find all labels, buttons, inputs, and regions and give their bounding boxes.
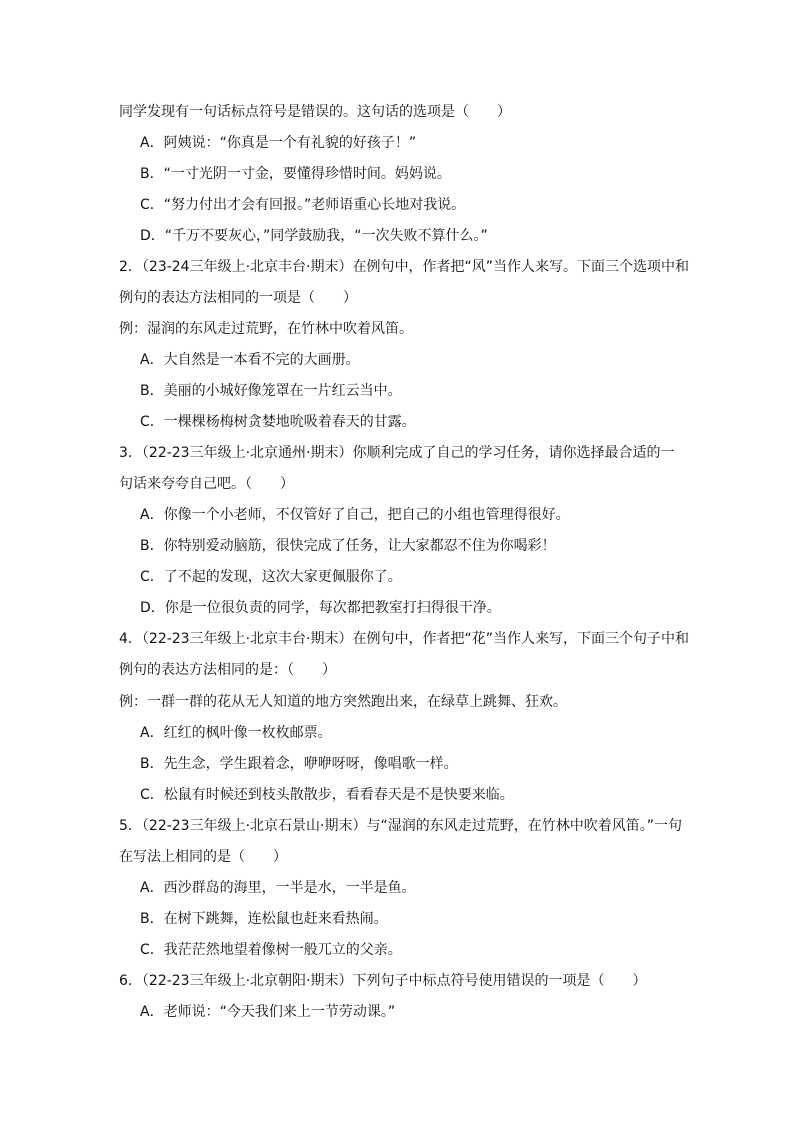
question-3-option-c: C．了不起的发现，这次大家更佩服你了。 (140, 569, 402, 585)
question-4-option-a: A．红红的枫叶像一枚枚邮票。 (140, 725, 332, 741)
question-3-stem-line-1: 3．（22-23三年级上·北京通州·期末）你顺利完成了自己的学习任务，请你选择最合适的一 (119, 445, 675, 461)
question-2-option-c: C．一棵棵杨梅树贪婪地吮吸着春天的甘露。 (140, 414, 416, 430)
question-5-option-a: A．西沙群岛的海里，一半是水，一半是鱼。 (140, 880, 416, 896)
question-5-option-c: C．我茫茫然地望着像树一般兀立的父亲。 (140, 942, 402, 958)
question-1-option-b: B．“一寸光阴一寸金，要懂得珍惜时间。妈妈说。 (140, 166, 451, 182)
question-4-stem-line-1: 4．（22-23三年级上·北京丰台·期末）在例句中，作者把“花”当作人来写，下面三个句子中和 (119, 631, 689, 647)
question-4-example: 例：一群一群的花从无人知道的地方突然跑出来，在绿草上跳舞、狂欢。 (119, 694, 567, 710)
question-6-option-a: A．老师说：“今天我们来上一节劳动课。” (140, 1004, 396, 1020)
question-1-option-c: C．“努力付出才会有回报。”老师语重心长地对我说。 (140, 197, 466, 213)
question-2-stem-line-1: 2．（23-24三年级上·北京丰台·期末）在例句中，作者把“风”当作人来写。下面三个选项中和 (119, 259, 689, 275)
question-3-stem-line-2: 句话来夸夸自己吧。（ ） (119, 476, 294, 492)
question-1-stem-line-1: 同学发现有一句话标点符号是错误的。这句话的选项是（ ） (119, 104, 511, 120)
question-2-option-a: A．大自然是一本看不完的大画册。 (140, 352, 360, 368)
question-5-option-b: B．在树下跳舞，连松鼠也赶来看热闹。 (140, 911, 388, 927)
question-5-stem-line-2: 在写法上相同的是（ ） (119, 849, 287, 865)
question-1-option-d: D．“千万不要灰心，”同学鼓励我，“一次失败不算什么。” (140, 228, 488, 244)
question-3-option-b: B．你特别爱动脑筋，很快完成了任务，让大家都忍不住为你喝彩！ (140, 538, 556, 554)
question-4-option-b: B．先生念，学生跟着念，咿咿呀呀，像唱歌一样。 (140, 756, 458, 772)
question-4-option-c: C．松鼠有时候还到枝头散散步，看看春天是不是快要来临。 (140, 787, 514, 803)
question-1-option-a: A．阿姨说：“你真是一个有礼貌的好孩子！” (140, 135, 417, 151)
question-2-example: 例：湿润的东风走过荒野，在竹林中吹着风笛。 (119, 321, 413, 337)
question-6-stem-line-1: 6．（22-23三年级上·北京朝阳·期末）下列句子中标点符号使用错误的一项是（ ） (119, 973, 647, 989)
question-5-stem-line-1: 5．（22-23三年级上·北京石景山·期末）与“湿润的东风走过荒野，在竹林中吹着风笛。”一句 (119, 818, 682, 834)
question-2-stem-line-2: 例句的表达方法相同的一项是（ ） (119, 290, 357, 306)
question-4-stem-line-2: 例句的表达方法相同的是：（ ） (119, 662, 336, 678)
question-3-option-a: A．你像一个小老师，不仅管好了自己，把自己的小组也管理得很好。 (140, 507, 570, 523)
question-3-option-d: D．你是一位很负责的同学，每次都把教室打扫得很干净。 (140, 600, 501, 616)
question-2-option-b: B．美丽的小城好像笼罩在一片红云当中。 (140, 383, 402, 399)
